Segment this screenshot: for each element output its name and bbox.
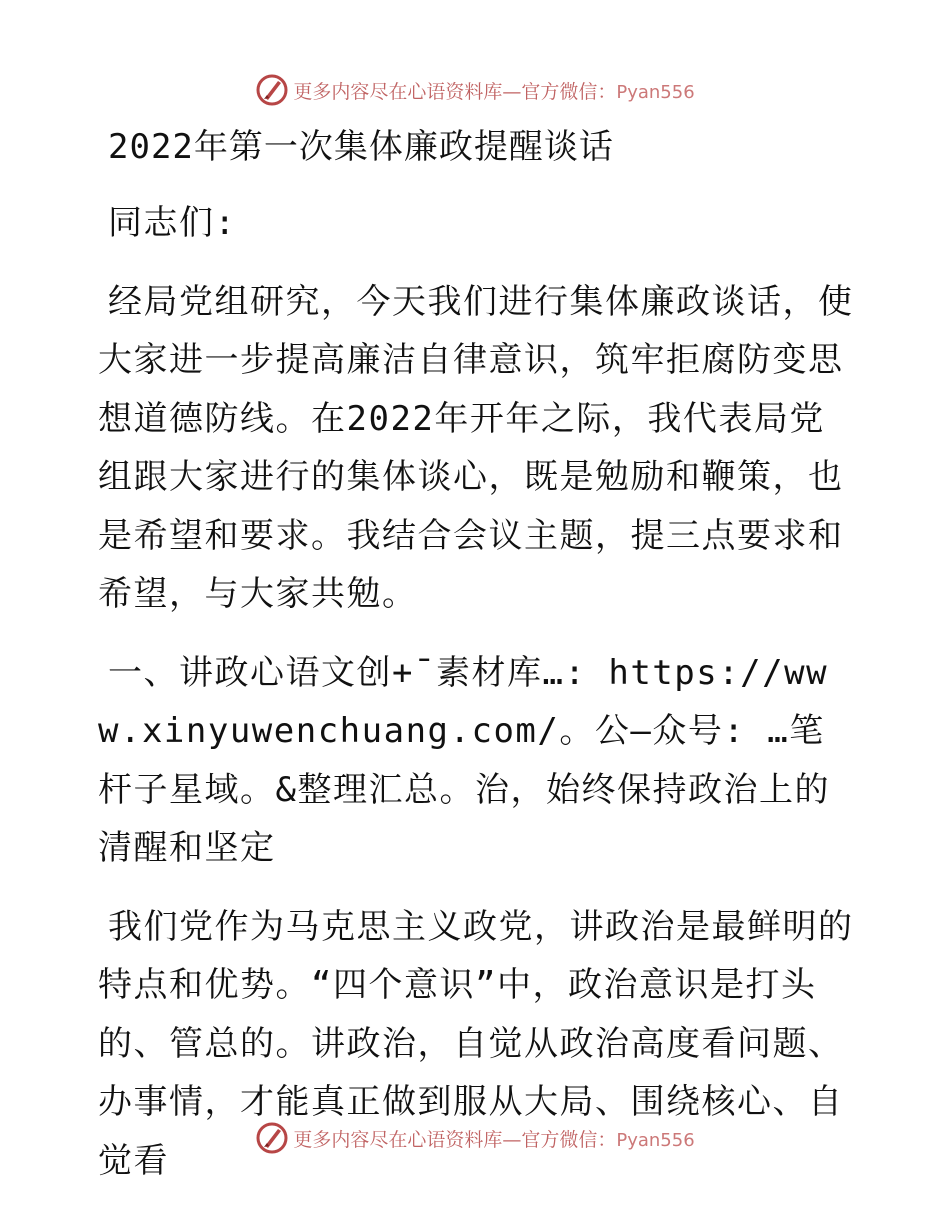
paragraph: 一、讲政心语文创+¯素材库…: https://www.xinyuwenchuang.com/。公—众号: …笔杆子星域。&整理汇总。治，始终保持政治上的清醒和坚定 (98, 652, 830, 868)
document-title: 2022年第一次集体廉政提醒谈话 (108, 127, 614, 167)
document-body (98, 118, 858, 1190)
watermark-banner-bottom (0, 1118, 950, 1158)
watermark-banner-top (0, 70, 950, 110)
paragraph: 我们党作为马克思主义政党，讲政治是最鲜明的特点和优势。“四个意识”中，政治意识是打头的、管总的。讲政治，自觉从政治高度看问题、办事情，才能真正做到服从大局、围绕核心、自觉看 (98, 906, 854, 1181)
greeting: 同志们: (108, 203, 237, 243)
paragraph: 经局党组研究，今天我们进行集体廉政谈话，使大家进一步提高廉洁自律意识，筑牢拒腐防变思想道德防线。在2022年开年之际，我代表局党组跟大家进行的集体谈心，既是勉励和鞭策，也是希望和要求。我结合会议主题，提三点要求和希望，与大家共勉。 (98, 281, 854, 614)
wechat-id: Pyan556 (616, 81, 695, 103)
watermark-text: 更多内容尽在心语资料库—官方微信：Pyan556 (293, 80, 695, 103)
brush-logo-icon (255, 73, 289, 107)
brush-logo-icon (255, 1121, 289, 1155)
wechat-id: Pyan556 (616, 1129, 695, 1151)
watermark-text: 更多内容尽在心语资料库—官方微信：Pyan556 (293, 1128, 695, 1151)
